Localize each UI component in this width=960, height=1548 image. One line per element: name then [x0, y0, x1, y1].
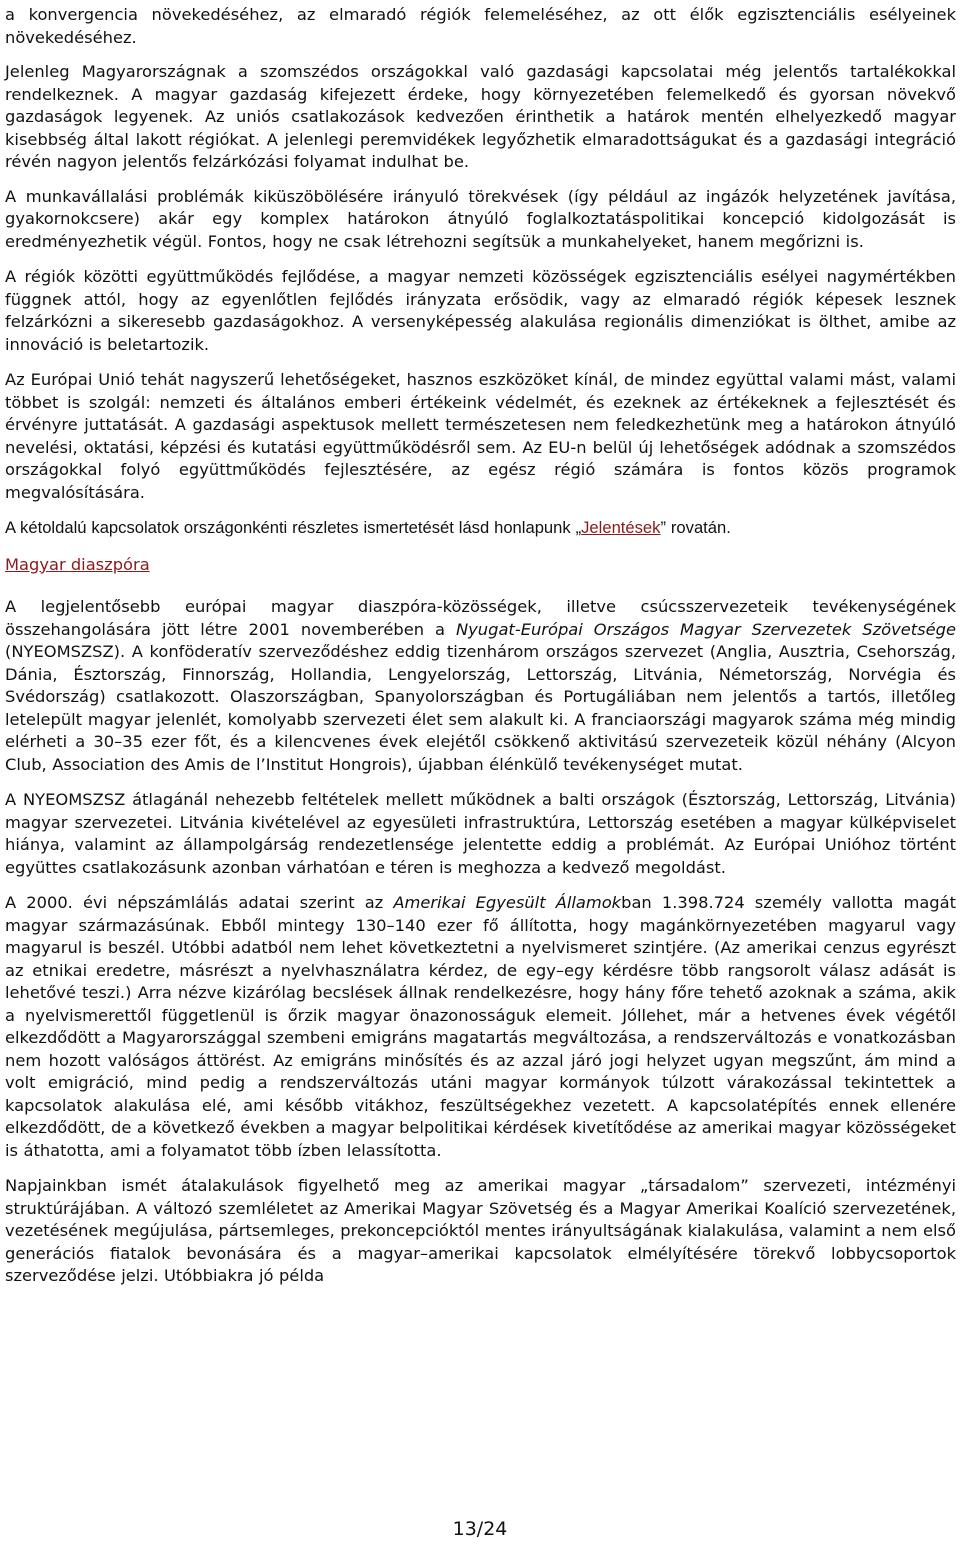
paragraph-eu-opportunities: Az Európai Unió tehát nagyszerű lehetőségeket, hasznos eszközöket kínál, de mindez együttal valami mást, valami többet is szolgál: nemzeti és általános emberi értékeink védelmét, és ezeknek az értékeknek a fejlesztését és érvényre juttatását. A gazdasági aspektusok mellett természetesen nem feledkezhetünk meg a határokon átnyúló nevelési, oktatási, képzési és kutatási együttműködésről sem. Az EU-n belül új lehetőségek adódnak a szomszédos országokkal folyó együttműködés fejlesztésére, az egész régió számára is fontos közös programok megvalósítására.: [5, 370, 956, 502]
page-number: 13/24: [452, 1518, 508, 1540]
paragraph-european-diaspora: [5, 596, 956, 776]
reports-link[interactable]: Jelentések: [581, 518, 661, 537]
paragraph-employment: A munkavállalási problémák kiküszöbölésére irányuló törekvések (így például az ingázók helyzetének javítása, gyakornokcsere) akár egy komplex határokon átnyúló foglalkoztatáspolitikai koncepció kidolgozását is eredményezhetik végül. Fontos, hogy ne csak létrehozni segítsük a munkahelyeket, hanem megőrizni is.: [5, 186, 956, 251]
paragraph-usa-census: [5, 892, 956, 1162]
paragraph-baltic: A NYEOMSZSZ átlagánál nehezebb feltételek mellett működnek a balti országok (Észtország, Lettország, Litvánia) magyar szervezetei. Litvánia kivételével az egyesületi infrastruktúra, Lettország esetében a magyar külképviselet hiánya, valamint az állampolgárság rendezetlensége jelentette eddig a problémát. Az Európai Unióhoz történt együttes csatlakozásunk azonban várhatóan e téren is meghozza a kedvező megoldást.: [5, 790, 956, 877]
reports-text-before: A kétoldalú kapcsolatok országonkénti részletes ismertetését lásd honlapunk „: [5, 518, 582, 537]
paragraph-reports-reference: [5, 517, 956, 540]
organization-name-italic: Nyugat-Európai Országos Magyar Szervezetek Szövetsége: [455, 619, 956, 639]
paragraph-convergence: a konvergencia növekedéséhez, az elmaradó régiók felemeléséhez, az ott élők egzisztenciális esélyeinek növekedéséhez.: [5, 5, 956, 47]
usa-census-text-b: ban 1.398.724 személy vallotta magát magyar származásúnak. Ebből mintegy 130–140 ezer fő állította, hogy magánkörnyezetében magyarul vagy magyarul is beszél. Utóbbi adatból nem lehet következtetni a nyelvismeret szintjére. (Az amerikai cenzus egyrészt az etnikai eredetre, másrészt a nyelvhasználatra kérdez, de egy–egy kérdésre több rangsorolt válasz adását is lehetővé teszi.) Arra nézve kizárólag becslések állnak rendelkezésre, hogy hány főre tehető azoknak a száma, akik a nyelvismerettől függetlenül is őrzik magyar önazonosságuk elemeit. Jóllehet, már a hetvenes évek végétől elkezdődött a Magyarországgal szembeni emigráns magatartás megváltozása, a rendszerváltozás e vonatkozásban nem hozott valóságos áttörést. Az emigráns minősítés és az azzal járó jogi helyzet ugyan megszűnt, ám mind a volt emigráció, mind pedig a rendszerváltozás utáni magyar kormányok túlzott várakozással tekintettek a kapcsolatok alakulása elé, ami később vitákhoz, feszültségekhez vezetett. A kapcsolatépítés ennek ellenére elkezdődött, de a következő években a magyar belpolitikai kérdések kivetítődése az amerikai magyar közösségeket is áthatotta, ami a folyamatot több ízben lelassította.: [5, 893, 956, 1160]
reports-text-after: ” rovatán.: [660, 518, 731, 537]
european-diaspora-text-a: A legjelentősebb európai magyar diaszpóra-közösségek, illetve csúcsszervezeteik tevékenységének összehangolására jött létre 2001 novemberében a: [5, 597, 956, 639]
paragraph-regional-cooperation: A régiók közötti együttműködés fejlődése, a magyar nemzeti közösségek egzisztenciális esélyei nagymértékben függnek attól, hogy az egyenlőtlen fejlődés irányzata erősödik, vagy az elmaradó régiók képesek lesznek felzárkózni a sikeresebb gazdaságokhoz. A versenyképesség alakulása regionális dimenziókat is ölthet, amibe az innováció is beletartozik.: [5, 267, 956, 354]
usa-census-text-a: A 2000. évi népszámlálás adatai szerint az: [5, 893, 394, 912]
paragraph-american-society: Napjainkban ismét átalakulások figyelhető meg az amerikai magyar „társadalom” szervezeti, intézményi struktúrájában. A változó szemléletet az Amerikai Magyar Szövetség és a Magyar Amerikai Koalíció szervezetének, vezetésének megújulása, pártsemleges, prekoncepcióktól mentes irányultságának kialakulása, valamint a nem első generációs fiatalok bevonására és a magyar–amerikai kapcsolatok elmélyítésére törekvő lobbycsoportok szerveződése jelzi. Utóbbiakra jó példa: [5, 1176, 956, 1285]
european-diaspora-text-b: (NYEOMSZSZ). A konföderatív szerveződéshez eddig tizenhárom országos szervezet (Anglia, Ausztria, Csehország, Dánia, Észtország, Finnország, Hollandia, Lengyelország, Lettország, Litvánia, Németország, Norvégia és Svédország) csatlakozott. Olaszországban, Spanyolországban és Portugáliában nem jelentős a tartós, illetőleg letelepült magyar jelenlét, komolyabb szervezeti élet sem alakult ki. A franciaországi magyarok száma még mindig elérheti a 30–35 ezer főt, és a kilencvenes évek elejétől csökkenő aktivitású szervezeteik közül néhány (Alcyon Club, Association des Amis de l’Institut Hongrois), újabban élénkülő tevékenységet mutat.: [5, 642, 956, 774]
usa-italic: Amerikai Egyesült Államok: [393, 893, 622, 912]
document-page: [5, 4, 956, 1301]
paragraph-neighbour-relations: Jelenleg Magyarországnak a szomszédos országokkal való gazdasági kapcsolatai még jelentős tartalékokkal rendelkeznek. A magyar gazdaság kifejezett érdeke, hogy környezetében felemelkedő és gyorsan növekvő gazdaságok legyenek. Az uniós csatlakozások kedvezően érinthetik a határok mentén elhelyezkedő magyar kisebbség által lakott régiókat. A jelenlegi peremvidékek legyőzhetik elmaradottságukat és a gazdasági integráció révén nagyon jelentős felzárkózási folyamat indulhat be.: [5, 62, 956, 171]
diaspora-heading-link[interactable]: Magyar diaszpóra: [5, 554, 150, 574]
section-heading-diaspora[interactable]: [5, 554, 956, 577]
